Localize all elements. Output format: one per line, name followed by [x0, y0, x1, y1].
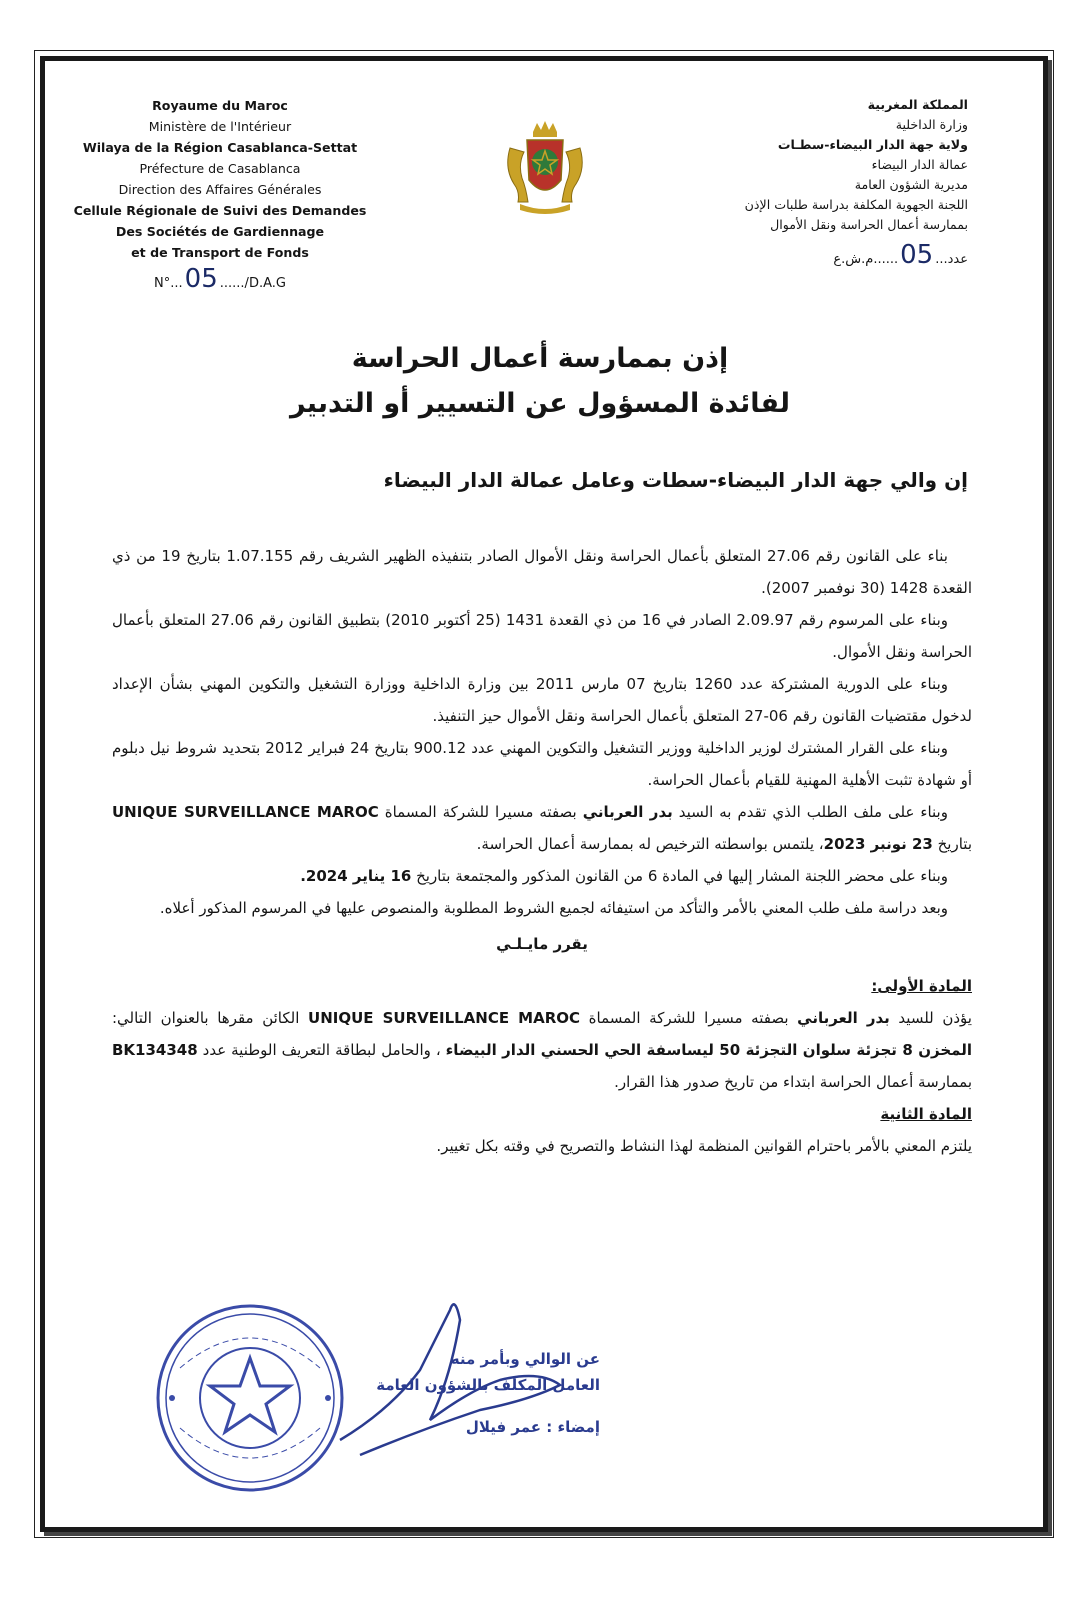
header-ar-activity: بممارسة أعمال الحراسة ونقل الأموال — [770, 217, 968, 232]
header-fr-direction: Direction des Affaires Générales — [118, 182, 322, 197]
header-ar-committee: اللجنة الجهوية المكلفة بدراسة طلبات الإذن — [744, 197, 968, 212]
text-span: ، يلتمس بواسطته الترخيص له بممارسة أعمال الحراسة. — [476, 835, 824, 853]
reference-number-fr — [60, 264, 380, 294]
text-span: وبناء على محضر اللجنة المشار إليها في المادة 6 من القانون المذكور والمجتمعة بتاريخ — [411, 867, 948, 885]
text-span: يؤذن للسيد — [889, 1009, 972, 1027]
ref-suffix-ar: ......م.ش.ع — [833, 252, 899, 267]
ref-suffix-fr: ....../D.A.G — [219, 276, 286, 291]
header-ar-prefecture: عمالة الدار البيضاء — [871, 157, 968, 172]
signature-title: العامل المكلف بالشؤون العامة — [376, 1376, 600, 1394]
text-span: بصفته مسيرا للشركة المسماة — [378, 803, 583, 821]
ref-number-fr: 05 — [184, 264, 218, 294]
recital-decree: وبناء على المرسوم رقم 2.09.97 الصادر في 16 من ذي القعدة 1431 (25 أكتوبر 2010) بتطبيق القانون رقم 27.06 المتعلق بأعمال الحراسة ونقل الأموال. — [112, 611, 972, 661]
header-fr-companies: Des Sociétés de Gardiennage — [115, 224, 325, 239]
ref-prefix-ar: عدد... — [935, 252, 968, 267]
header-ar-kingdom: المملكة المغربية — [867, 97, 968, 112]
signature-on-behalf: عن الوالي وبأمر منه — [450, 1350, 600, 1368]
document-title-line1: إذن بممارسة أعمال الحراسة — [351, 343, 729, 374]
signature-name: إمضاء : عمر فيلال — [465, 1418, 600, 1436]
header-french — [60, 95, 380, 294]
header-fr-prefecture: Préfecture de Casablanca — [139, 161, 301, 176]
document-body — [112, 540, 972, 1162]
text-span: بتاريخ — [932, 835, 972, 853]
recital-application — [112, 796, 972, 860]
article-1-text — [112, 1002, 972, 1098]
recital-joint-decision: وبناء على القرار المشترك لوزير الداخلية ووزير التشغيل والتكوين المهني عدد 900.12 بتاريخ 24 فبراير 2012 بتحديد شروط نيل دبلوم أو شهادة تثبت الأهلية المهنية للقيام بأعمال الحراسة. — [112, 739, 972, 789]
reference-number-ar — [668, 240, 968, 270]
authorized-name: بدر العرباني — [797, 1009, 890, 1027]
article-2-heading: المادة الثانية — [880, 1105, 972, 1123]
recital-law: بناء على القانون رقم 27.06 المتعلق بأعمال الحراسة ونقل الأموال الصادر بتنفيذه الظهير الشريف رقم 1.07.155 بتاريخ 19 من ذي القعدة 1428 (30 نوفمبر 2007). — [112, 547, 972, 597]
article-2-text: يلتزم المعني بالأمر باحترام القوانين المنظمة لهذا النشاط والتصريح في وقته بكل تغيير. — [436, 1137, 972, 1155]
preamble: إن والي جهة الدار البيضاء-سطات وعامل عمالة الدار البيضاء — [383, 468, 968, 492]
recital-circular: وبناء على الدورية المشتركة عدد 1260 بتاريخ 07 مارس 2011 بين وزارة الداخلية ووزارة التشغيل والتكوين المهني بشأن الإعداد لدخول مقتضيات القانون رقم 06-27 المتعلق بأعمال الحراسة ونقل الأموال حيز التنفيذ. — [112, 675, 972, 725]
company-address: المخزن 8 تجزئة سلوان التجزئة 50 ليساسفة الحي الحسني الدار البيضاء — [445, 1041, 972, 1059]
text-span: ، والحامل لبطاقة التعريف الوطنية عدد — [197, 1041, 446, 1059]
header-fr-ministry: Ministère de l'Intérieur — [148, 119, 292, 134]
royal-emblem-icon — [500, 118, 590, 218]
application-date: 23 نونبر 2023 — [823, 835, 933, 853]
header-ar-direction: مديرية الشؤون العامة — [854, 177, 968, 192]
text-span: الكائن مقرها بالعنوان التالي: — [112, 1009, 309, 1027]
national-id-number: BK134348 — [112, 1041, 198, 1059]
text-span: بصفته مسيرا للشركة المسماة — [580, 1009, 798, 1027]
header-fr-wilaya: Wilaya de la Région Casablanca-Settat — [82, 140, 358, 155]
header-fr-transport: et de Transport de Fonds — [131, 245, 309, 260]
applicant-name: بدر العرباني — [582, 803, 673, 821]
company-name: UNIQUE SURVEILLANCE MAROC — [308, 1009, 581, 1027]
article-1-heading: المادة الأولى: — [871, 977, 972, 995]
decides-heading: يقرر مايـلـي — [496, 935, 588, 953]
signature-block — [300, 1290, 600, 1470]
header-ar-ministry: وزارة الداخلية — [895, 117, 968, 132]
header-fr-cell: Cellule Régionale de Suivi des Demandes — [73, 203, 367, 218]
recital-study: وبعد دراسة ملف طلب المعني بالأمر والتأكد من استيفائه لجميع الشروط المطلوبة والمنصوص عليها في المرسوم المذكور أعلاه. — [159, 899, 948, 917]
header-fr-kingdom: Royaume du Maroc — [152, 98, 288, 113]
text-span: وبناء على ملف الطلب الذي تقدم به السيد — [672, 803, 948, 821]
ref-number-ar: 05 — [900, 240, 934, 270]
text-span: بممارسة أعمال الحراسة ابتداء من تاريخ صدور هذا القرار. — [614, 1073, 972, 1091]
recital-committee — [112, 860, 972, 892]
company-name: UNIQUE SURVEILLANCE MAROC — [112, 803, 379, 821]
committee-date: 16 يناير 2024. — [300, 867, 412, 885]
header-arabic — [668, 95, 968, 270]
document-title-line2: لفائدة المسؤول عن التسيير أو التدبير — [290, 388, 790, 419]
ref-prefix-fr: N°... — [154, 276, 183, 291]
header-ar-wilaya: ولاية جهة الدار البيضاء-سطـات — [777, 137, 968, 152]
